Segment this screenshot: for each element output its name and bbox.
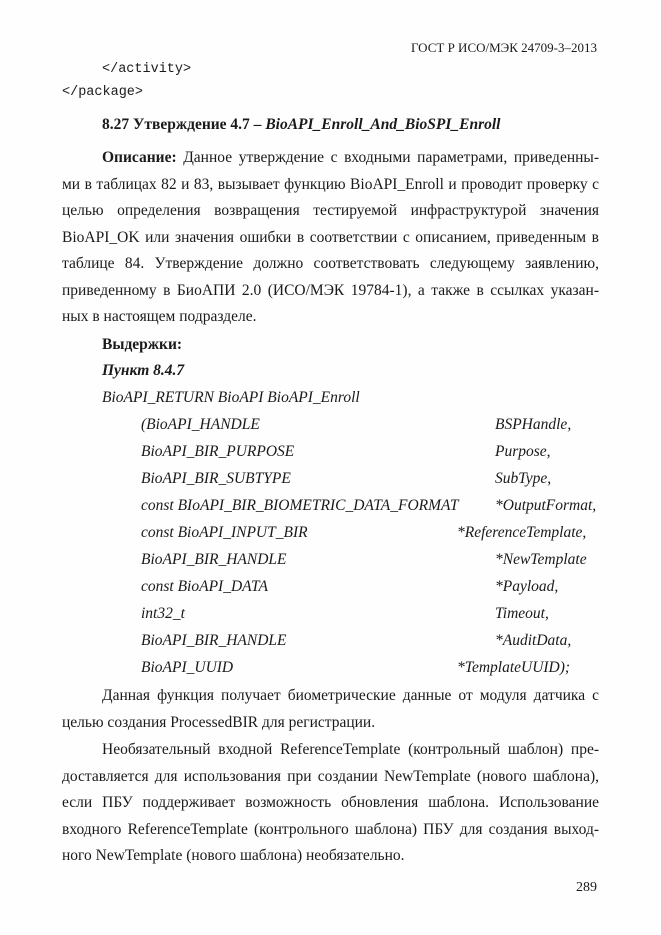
text-line: ми в таблицах 82 и 83, вызывает функцию BioAPI_Enroll и проводит проверку с bbox=[62, 175, 599, 193]
code-line: </activity> bbox=[102, 62, 192, 77]
param-type: BioAPI_BIR_SUBTYPE bbox=[141, 470, 291, 487]
standard-header: ГОСТ Р ИСО/МЭК 24709-3–2013 bbox=[410, 40, 597, 55]
text-line: целью определения возвращения тестируемой инфраструктурой значения bbox=[62, 202, 599, 219]
text-line: ного NewTemplate (нового шаблона) необязательно. bbox=[62, 847, 405, 864]
description-paragraph bbox=[62, 145, 599, 331]
param-name: SubType, bbox=[495, 470, 552, 487]
text-line: приведенному в БиоАПИ 2.0 (ИСО/МЭК 19784-1), а также в ссылках указан- bbox=[62, 281, 599, 299]
param-name: *OutputFormat, bbox=[495, 497, 597, 514]
paragraph-reference-template bbox=[62, 737, 599, 870]
text-line: Необязательный входной ReferenceTemplate (контрольный шаблон) пре- bbox=[102, 741, 599, 758]
param-name: Purpose, bbox=[495, 443, 551, 460]
text-line: целью создания ProcessedBIR для регистрации. bbox=[62, 713, 376, 731]
signature-params bbox=[141, 416, 601, 686]
param-name: BSPHandle, bbox=[495, 416, 572, 433]
text-line: если ПБУ поддерживает возможность обновления шаблона. Использование bbox=[62, 794, 599, 811]
param-name: *TemplateUUID); bbox=[457, 659, 571, 676]
param-name: *AuditData, bbox=[495, 632, 572, 649]
section-function-name: BioAPI_Enroll_And_BioSPI_Enroll bbox=[265, 116, 501, 133]
param-name: Timeout, bbox=[495, 605, 549, 622]
description-label: Описание: bbox=[102, 149, 177, 166]
param-type: BioAPI_BIR_HANDLE bbox=[141, 551, 287, 568]
text-line: Данная функция получает биометрические данные от модуля датчика с bbox=[102, 687, 599, 704]
param-type: const BioAPI_DATA bbox=[141, 578, 268, 595]
page-number: 289 bbox=[576, 880, 597, 895]
param-type: (BioAPI_HANDLE bbox=[141, 416, 260, 433]
param-type: const BIoAPI_BIR_BIOMETRIC_DATA_FORMAT bbox=[141, 497, 459, 514]
param-type: int32_t bbox=[141, 605, 185, 622]
param-name: *NewTemplate bbox=[495, 551, 587, 568]
section-heading bbox=[102, 116, 500, 134]
clause-label: Пункт 8.4.7 bbox=[102, 362, 185, 379]
signature-head: BioAPI_RETURN BioAPI BioAPI_Enroll bbox=[102, 389, 360, 406]
text-line: BioAPI_OK или значения ошибки в соответствии с описанием, приведенным в bbox=[62, 228, 599, 246]
param-type: BioAPI_BIR_HANDLE bbox=[141, 632, 287, 649]
param-type: const BioAPI_INPUT_BIR bbox=[141, 524, 308, 541]
param-type: BioAPI_BIR_PURPOSE bbox=[141, 443, 295, 460]
text-line: таблице 84. Утверждение должно соответствовать следующему заявлению, bbox=[62, 255, 599, 272]
section-number-title: 8.27 Утверждение 4.7 – bbox=[102, 116, 266, 133]
text-line: доставляется для использования при создании NewTemplate (нового шаблона), bbox=[62, 767, 599, 785]
excerpts-label: Выдержки: bbox=[102, 336, 183, 353]
text-line: ных в настоящем подразделе. bbox=[62, 308, 257, 325]
text-line: Описание: Данное утверждение с входными параметрами, приведенны- bbox=[102, 149, 599, 166]
param-name: *Payload, bbox=[495, 578, 559, 595]
text-line: входного ReferenceTemplate (контрольного шаблона) ПБУ для создания выход- bbox=[62, 820, 599, 838]
param-name: *ReferenceTemplate, bbox=[457, 524, 587, 541]
param-type: BioAPI_UUID bbox=[141, 659, 234, 676]
code-line: </package> bbox=[62, 85, 144, 100]
paragraph-function-purpose bbox=[62, 683, 599, 736]
